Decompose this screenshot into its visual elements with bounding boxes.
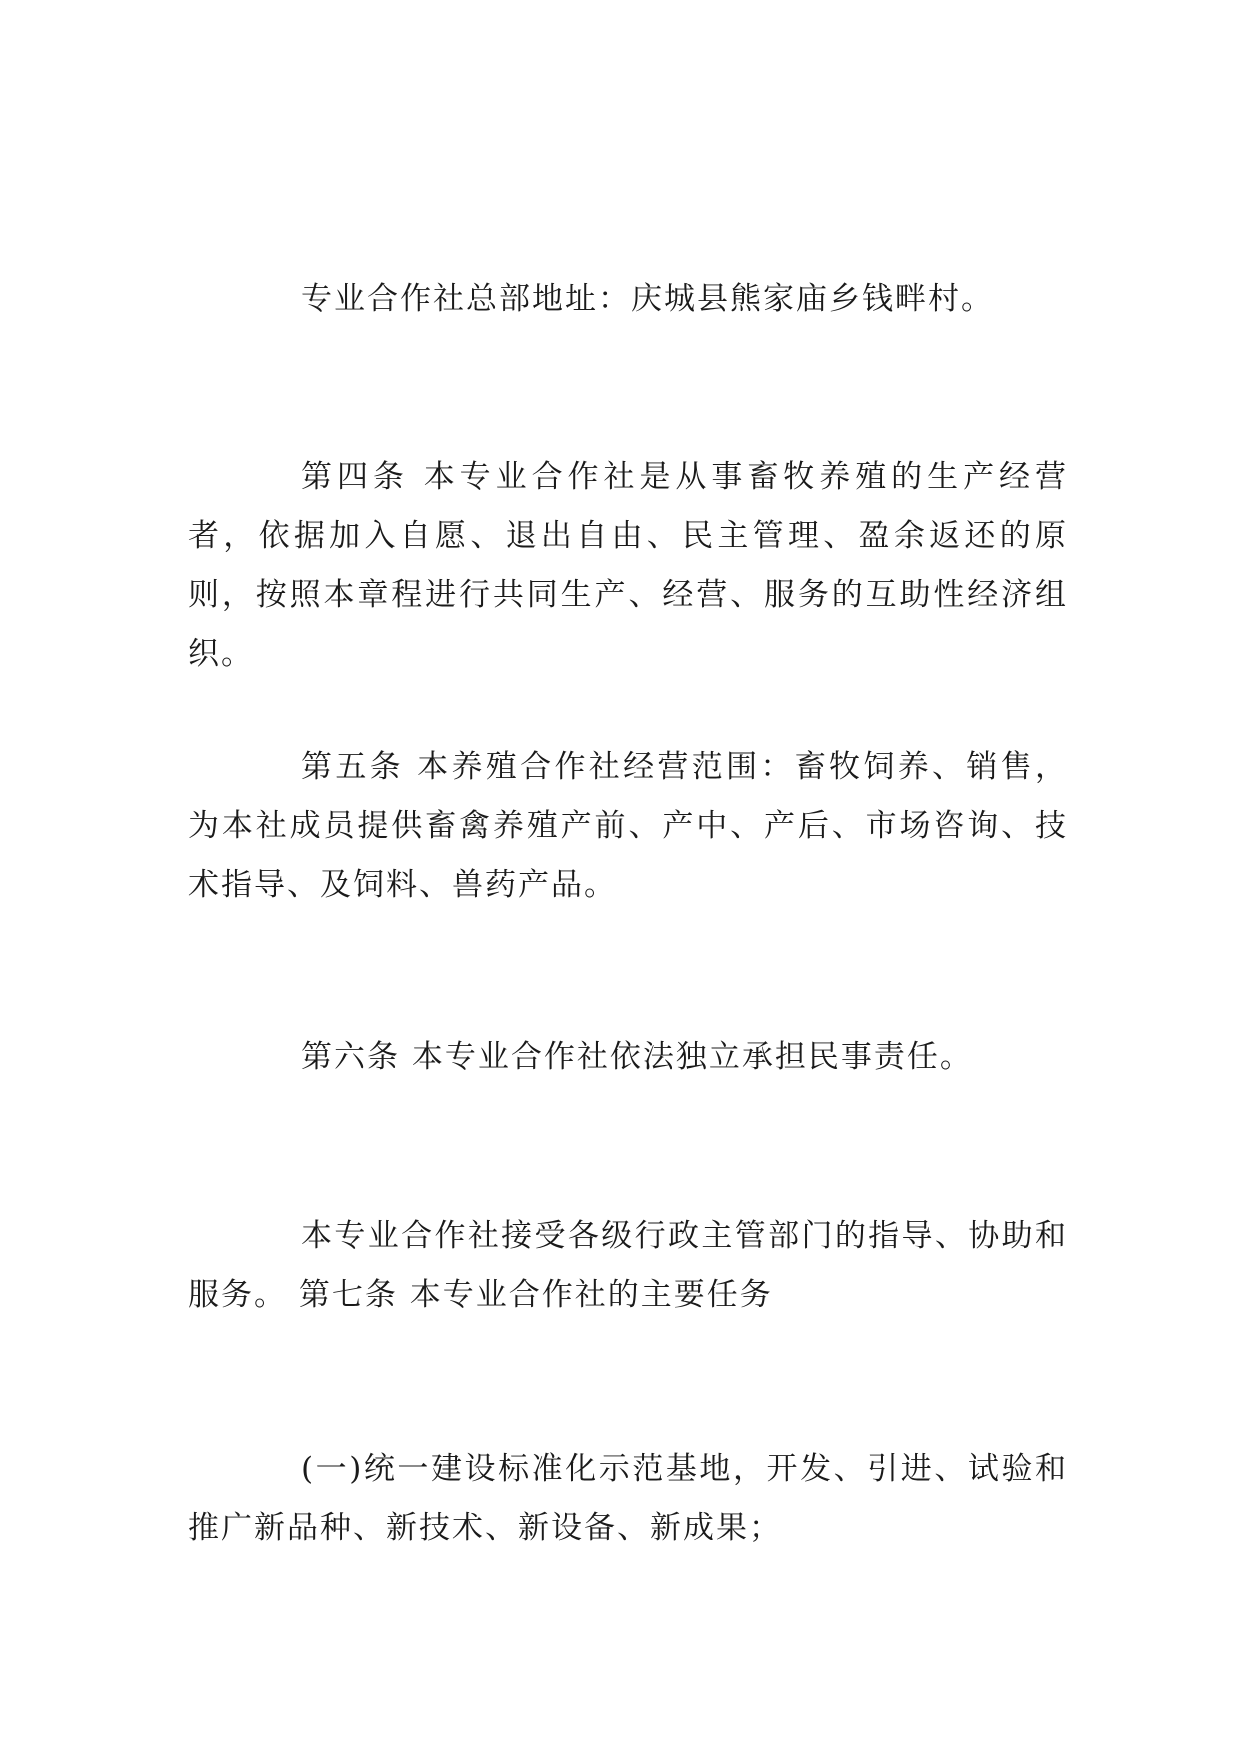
paragraph-article-6: 第六条 本专业合作社依法独立承担民事责任。 [301, 1039, 973, 1075]
paragraph-article-4: 第四条 本专业合作社是从事畜牧养殖的生产经营者，依据加入自愿、退出自由、民主管理、盈余返还的原则，按照本章程进行共同生产、经营、服务的互助性经济组织。 [188, 459, 1068, 672]
paragraph-task-1: (一)统一建设标准化示范基地，开发、引进、试验和推广新品种、新技术、新设备、新成果； [188, 1451, 1068, 1546]
paragraph-address: 专业合作社总部地址：庆城县熊家庙乡钱畔村。 [301, 281, 994, 317]
paragraph-article-5: 第五条 本养殖合作社经营范围：畜牧饲养、销售，为本社成员提供畜禽养殖产前、产中、产后、市场咨询、技术指导、及饲料、兽药产品。 [188, 749, 1068, 903]
paragraph-article-7: 本专业合作社接受各级行政主管部门的指导、协助和服务。 第七条 本专业合作社的主要任务 [188, 1218, 1068, 1313]
